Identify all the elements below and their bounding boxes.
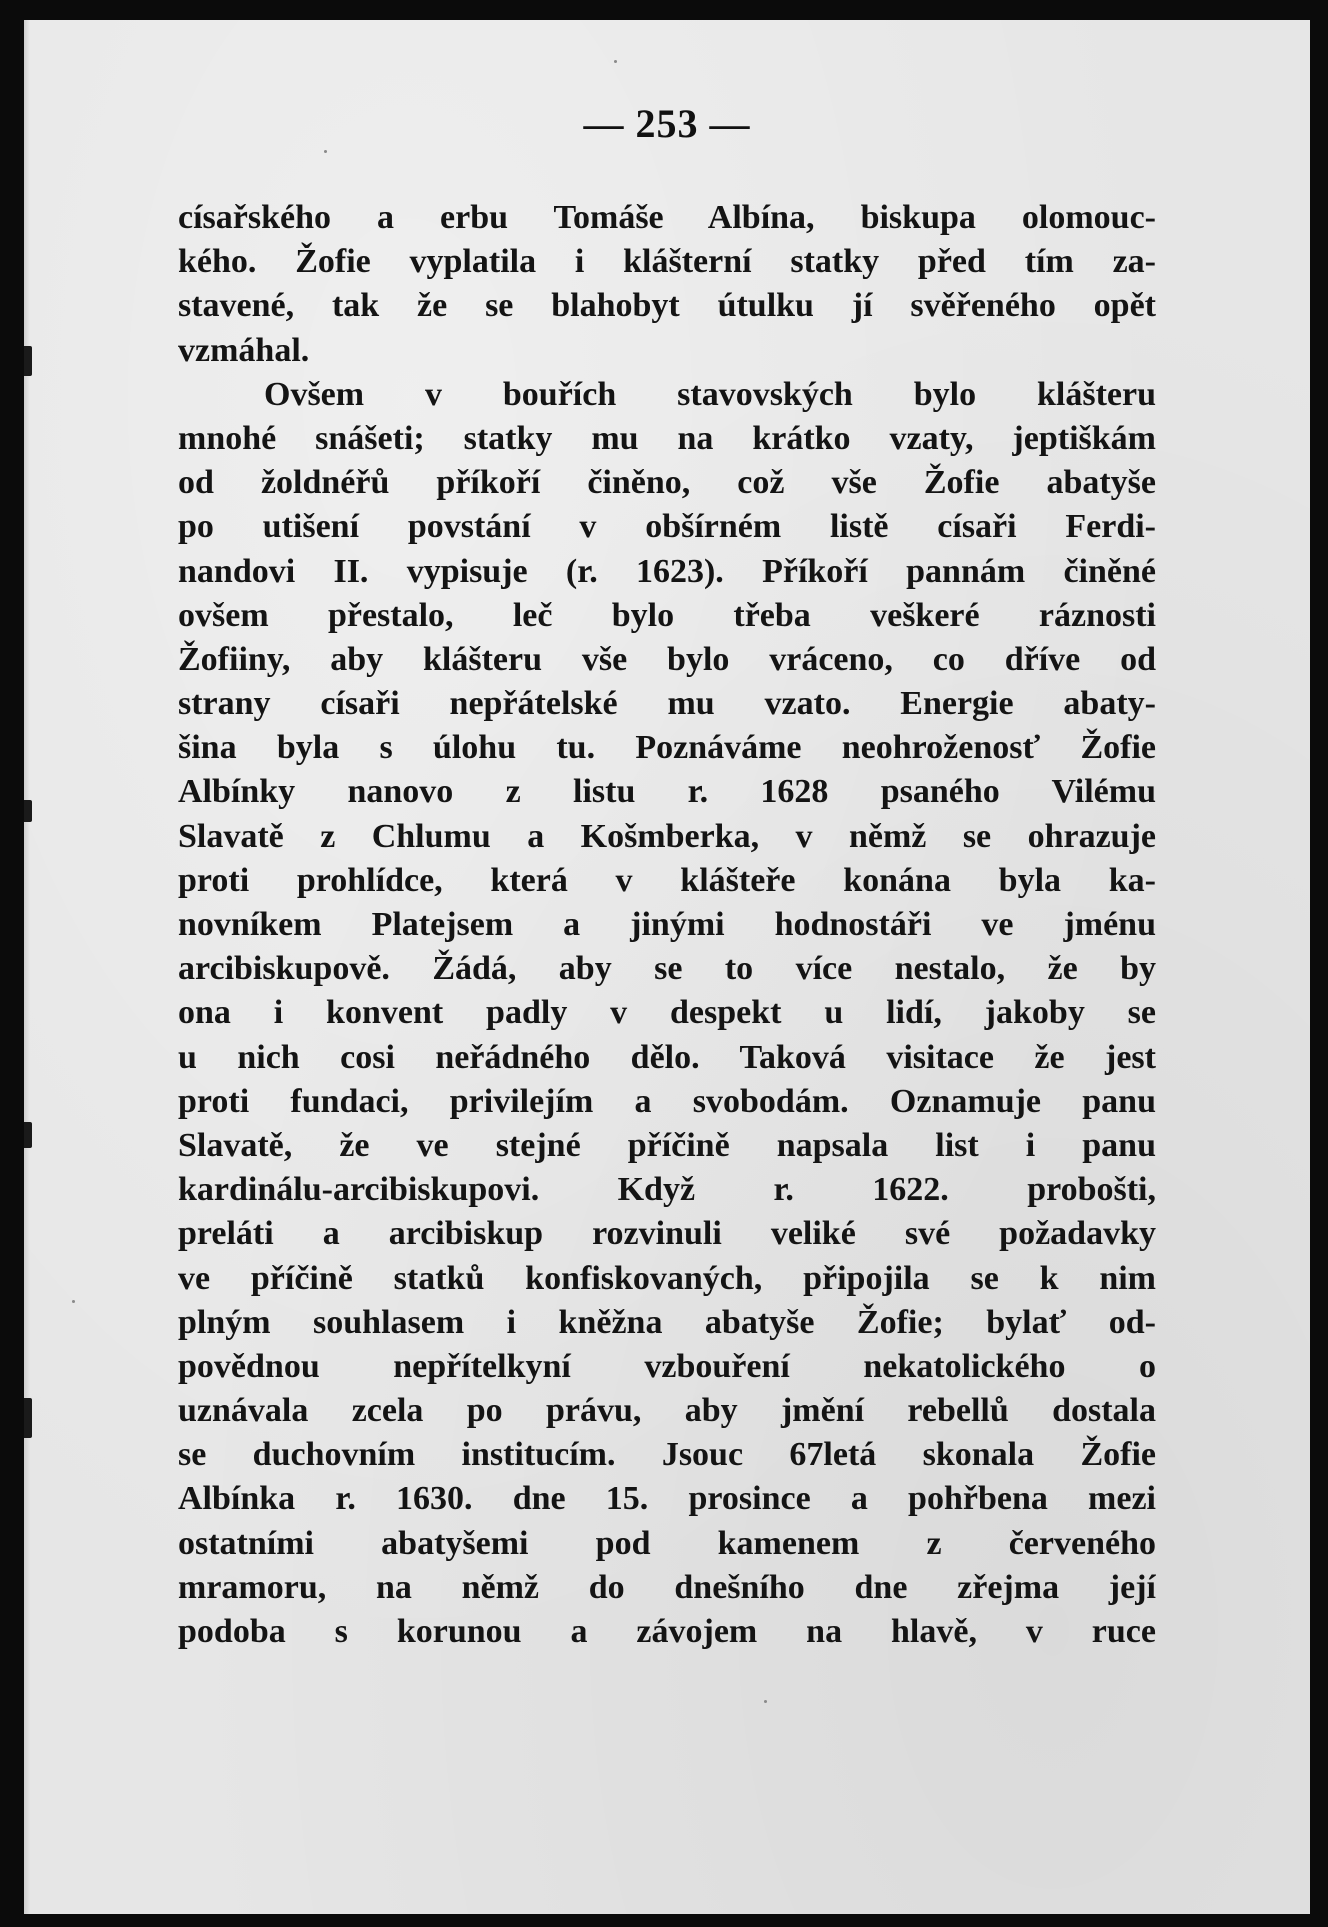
text-line: preláti a arcibiskup rozvinuli veliké své požadavky <box>178 1215 1156 1253</box>
text-line: u nich cosi neřádného dělo. Taková visitace že jest <box>178 1038 1156 1076</box>
text-line: od žoldnéřů příkoří činěno, což vše Žofie abatyše <box>178 464 1156 502</box>
binding-mark <box>24 1398 32 1438</box>
text-line: Albínka r. 1630. dne 15. prosince a pohřbena mezi <box>178 1480 1156 1518</box>
paper-speck <box>72 1300 75 1303</box>
text-line: novníkem Platejsem a jinými hodnostáři ve jménu <box>178 906 1156 943</box>
text-line: Slavatě z Chlumu a Košmberka, v němž se ohrazuje <box>178 817 1156 855</box>
text-line: Albínky nanovo z listu r. 1628 psaného Vilému <box>178 773 1156 811</box>
text-line: plným souhlasem i kněžna abatyše Žofie; bylať od- <box>178 1303 1156 1341</box>
text-line: po utišení povstání v obšírném listě císaři Ferdi- <box>178 508 1156 546</box>
text-line: se duchovním institucím. Jsouc 67letá skonala Žofie <box>178 1436 1156 1474</box>
text-line: povědnou nepřítelkyní vzbouření nekatolického o <box>178 1347 1156 1385</box>
page-edge-shadow <box>24 20 30 1914</box>
text-line: kého. Žofie vyplatila i klášterní statky před tím za- <box>178 243 1156 281</box>
text-line: Ovšem v bouřích stavovských bylo klášteru <box>264 375 1156 413</box>
text-line: arcibiskupově. Žádá, aby se to více nestalo, že by <box>178 950 1156 988</box>
paper-speck <box>614 60 617 63</box>
book-page <box>24 20 1310 1914</box>
text-line: podoba s korunou a závojem na hlavě, v ruce <box>178 1613 1156 1650</box>
text-line: proti fundaci, privilejím a svobodám. Oznamuje panu <box>178 1082 1156 1120</box>
text-line: šina byla s úlohu tu. Poznáváme neohroženosť Žofie <box>178 729 1156 767</box>
text-line: nandovi II. vypisuje (r. 1623). Příkoří pannám činěné <box>178 552 1156 590</box>
binding-mark <box>24 1122 32 1148</box>
text-line: uznávala zcela po právu, aby jmění rebellů dostala <box>178 1392 1156 1430</box>
text-line: vzmáhal. <box>178 331 310 369</box>
text-line: ve příčině statků konfiskovaných, připojila se k nim <box>178 1259 1156 1297</box>
text-line: strany císaři nepřátelské mu vzato. Energie abaty- <box>178 685 1156 723</box>
page-number: — 253 — <box>583 101 751 146</box>
text-line: ovšem přestalo, leč bylo třeba veškeré ráznosti <box>178 596 1156 634</box>
body-text <box>178 196 1156 1654</box>
binding-mark <box>24 800 32 822</box>
text-line: proti prohlídce, která v klášteře konána byla ka- <box>178 861 1156 899</box>
text-line: mramoru, na němž do dnešního dne zřejma její <box>178 1568 1156 1606</box>
text-line: stavené, tak že se blahobyt útulku jí svěřeného opět <box>178 287 1156 325</box>
text-line: mnohé snášeti; statky mu na krátko vzaty, jeptiškám <box>178 419 1156 457</box>
text-line: kardinálu-arcibiskupovi. Když r. 1622. probošti, <box>178 1171 1156 1209</box>
paper-speck <box>764 1700 767 1703</box>
text-line: Žofiiny, aby klášteru vše bylo vráceno, co dříve od <box>178 640 1156 678</box>
paper-speck <box>324 150 327 153</box>
text-line: ostatními abatyšemi pod kamenem z červeného <box>178 1524 1156 1562</box>
binding-mark <box>24 346 32 376</box>
text-line: císařského a erbu Tomáše Albína, biskupa olomouc- <box>178 199 1156 236</box>
text-line: Slavatě, že ve stejné příčině napsala list i panu <box>178 1126 1156 1164</box>
text-line: ona i konvent padly v despekt u lidí, jakoby se <box>178 994 1156 1032</box>
